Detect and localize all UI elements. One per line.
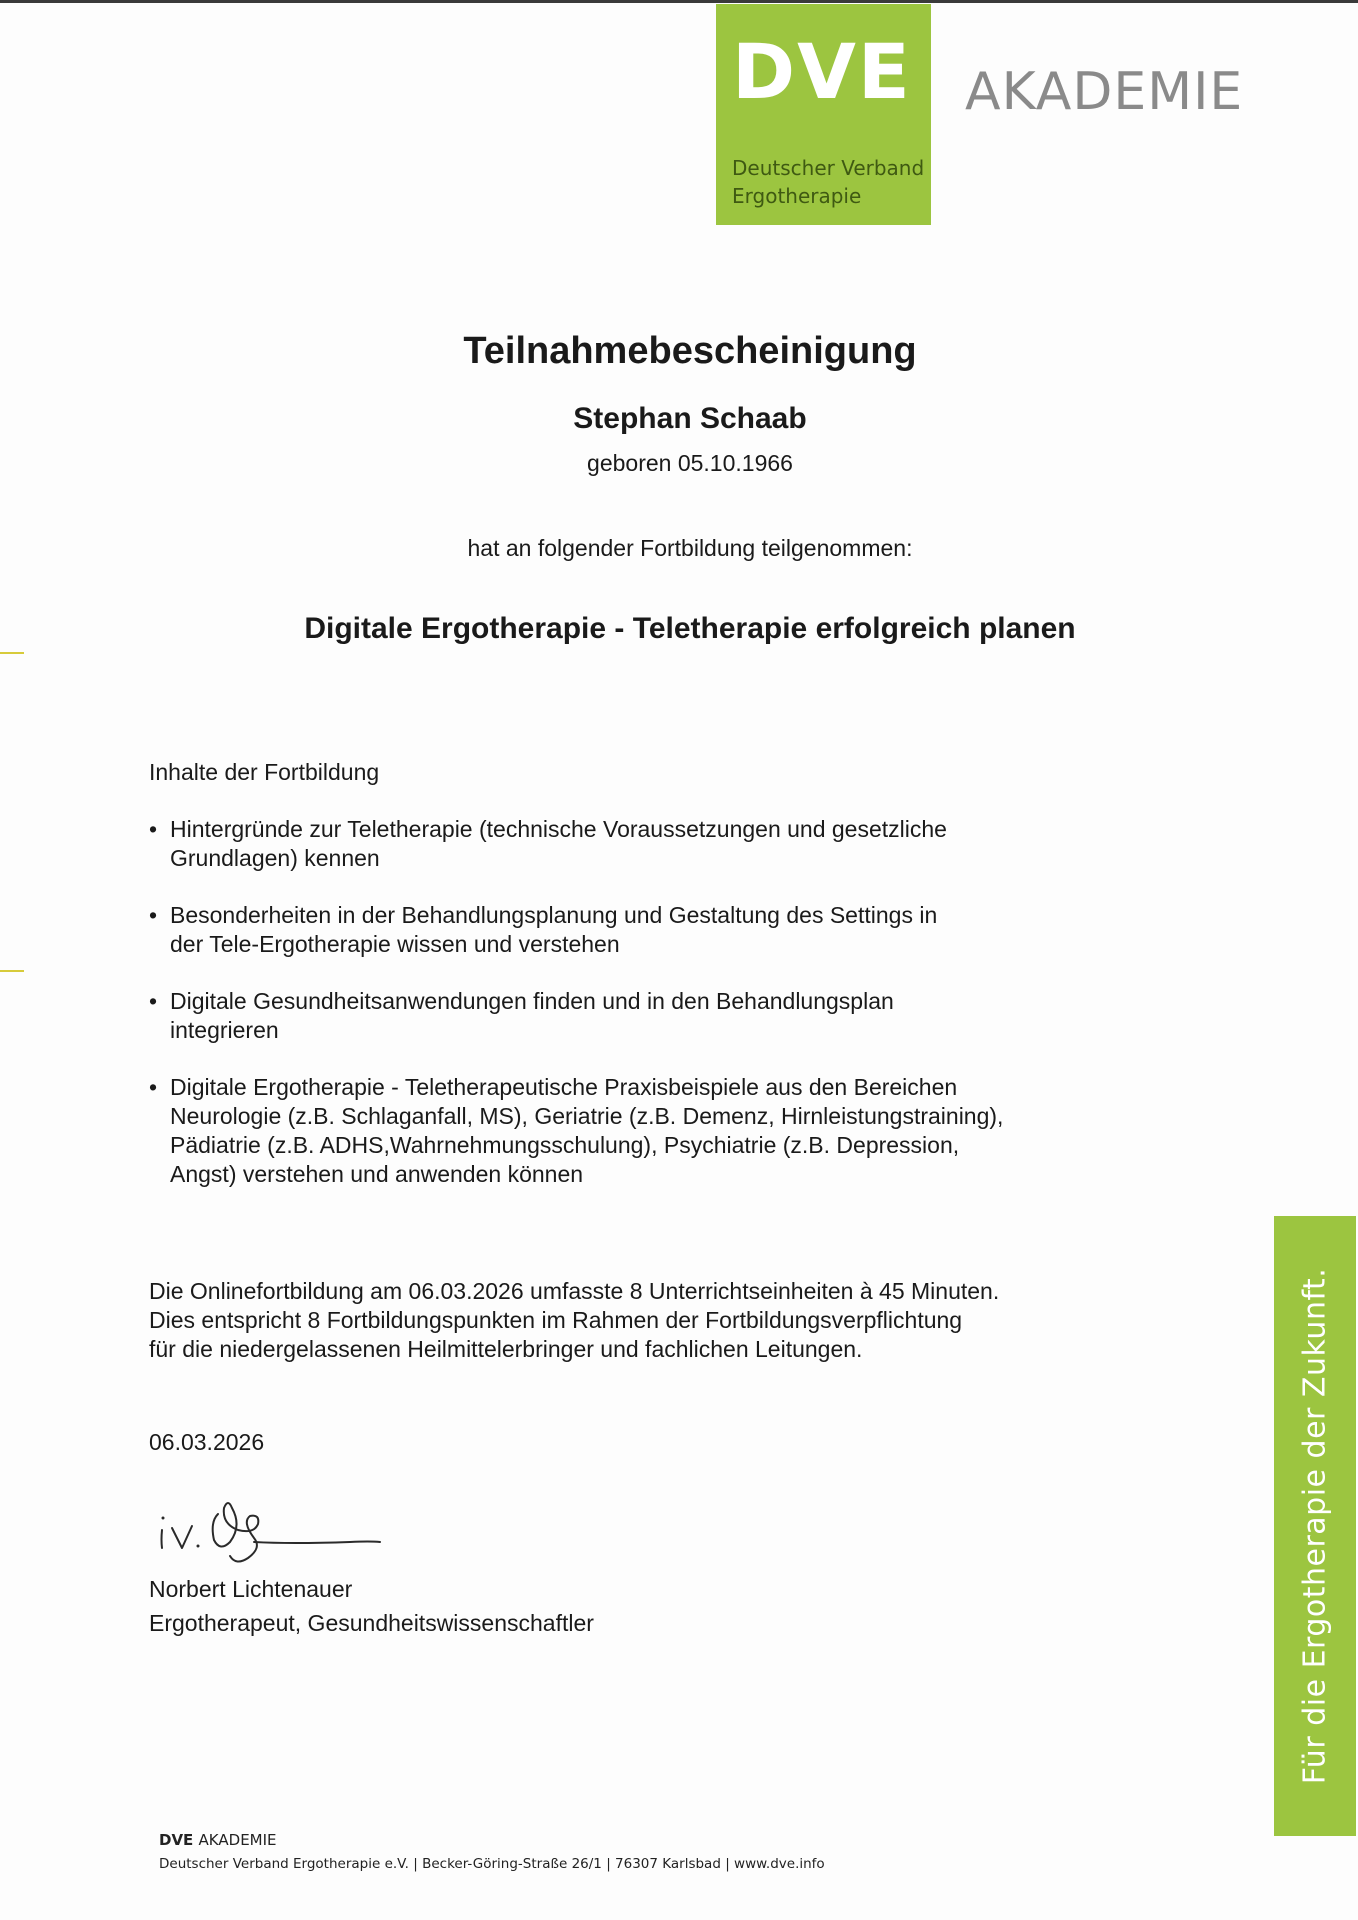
list-item: [149, 815, 1089, 873]
intro-text: hat an folgender Fortbildung teilgenommen:: [467, 535, 913, 561]
punch-mark: [0, 652, 24, 654]
bullet-icon: •: [149, 816, 158, 842]
list-item-line: Pädiatrie (z.B. ADHS,Wahrnehmungsschulung), Psychiatrie (z.B. Depression,: [170, 1132, 960, 1158]
certificate-title: Teilnahmebescheinigung: [463, 330, 917, 372]
summary-paragraph: [149, 1277, 1109, 1364]
signer-block: [149, 1572, 594, 1640]
contents-heading: Inhalte der Fortbildung: [149, 759, 380, 785]
logo-mark: DVE: [732, 27, 912, 116]
bullet-icon: •: [149, 1074, 158, 1100]
footer-brand: [159, 1830, 825, 1850]
list-item-line: Angst) verstehen und anwenden können: [170, 1161, 584, 1187]
bullet-icon: •: [149, 902, 158, 928]
summary-line: für die niedergelassenen Heilmittelerbringer und fachlichen Leitungen.: [149, 1336, 863, 1362]
participant-name: Stephan Schaab: [573, 402, 807, 435]
birth-date: geboren 05.10.1966: [587, 450, 793, 476]
list-item-line: Besonderheiten in der Behandlungsplanung und Gestaltung des Settings in: [170, 902, 938, 928]
list-item-line: Digitale Gesundheitsanwendungen finden und in den Behandlungsplan: [170, 988, 894, 1014]
list-item: [149, 901, 1089, 959]
list-item-line: Grundlagen) kennen: [170, 845, 380, 871]
issue-date: 06.03.2026: [149, 1429, 265, 1455]
list-item: [149, 987, 1089, 1045]
list-item-line: Neurologie (z.B. Schlaganfall, MS), Geriatrie (z.B. Demenz, Hirnleistungstraining),: [170, 1103, 1004, 1129]
footer-brand-mark: DVE: [159, 1831, 194, 1849]
dve-logo: [716, 4, 931, 225]
footer: [159, 1830, 825, 1874]
logo-subtitle-line: Ergotherapie: [732, 184, 862, 208]
list-item: [149, 1073, 1089, 1189]
akademie-label: AKADEMIE: [965, 62, 1244, 122]
scan-edge: [0, 0, 1358, 3]
logo-subtitle-line: Deutscher Verband: [732, 156, 925, 180]
logo-subtitle: [732, 154, 924, 210]
handwritten-signature: [150, 1478, 390, 1570]
list-item-line: Digitale Ergotherapie - Teletherapeutische Praxisbeispiele aus den Bereichen: [170, 1074, 958, 1100]
signer-title: Ergotherapeut, Gesundheitswissenschaftler: [149, 1610, 594, 1636]
footer-brand-suffix: AKADEMIE: [198, 1831, 277, 1849]
signer-name: Norbert Lichtenauer: [149, 1576, 353, 1602]
list-item-line: der Tele-Ergotherapie wissen und verstehen: [170, 931, 620, 957]
footer-address: Deutscher Verband Ergotherapie e.V. | Becker-Göring-Straße 26/1 | 76307 Karlsbad | www.dve.info: [159, 1856, 825, 1872]
slogan-text: Für die Ergotherapie der Zukunft.: [1297, 1267, 1333, 1785]
list-item-line: integrieren: [170, 1017, 279, 1043]
summary-line: Dies entspricht 8 Fortbildungspunkten im Rahmen der Fortbildungsverpflichtung: [149, 1307, 963, 1333]
summary-line: Die Onlinefortbildung am 06.03.2026 umfasste 8 Unterrichtseinheiten à 45 Minuten.: [149, 1278, 1000, 1304]
contents-list: [149, 815, 1089, 1217]
fold-mark: [0, 970, 24, 972]
course-title: Digitale Ergotherapie - Teletherapie erfolgreich planen: [304, 612, 1076, 645]
bullet-icon: •: [149, 988, 158, 1014]
list-item-line: Hintergründe zur Teletherapie (technische Voraussetzungen und gesetzliche: [170, 816, 947, 842]
